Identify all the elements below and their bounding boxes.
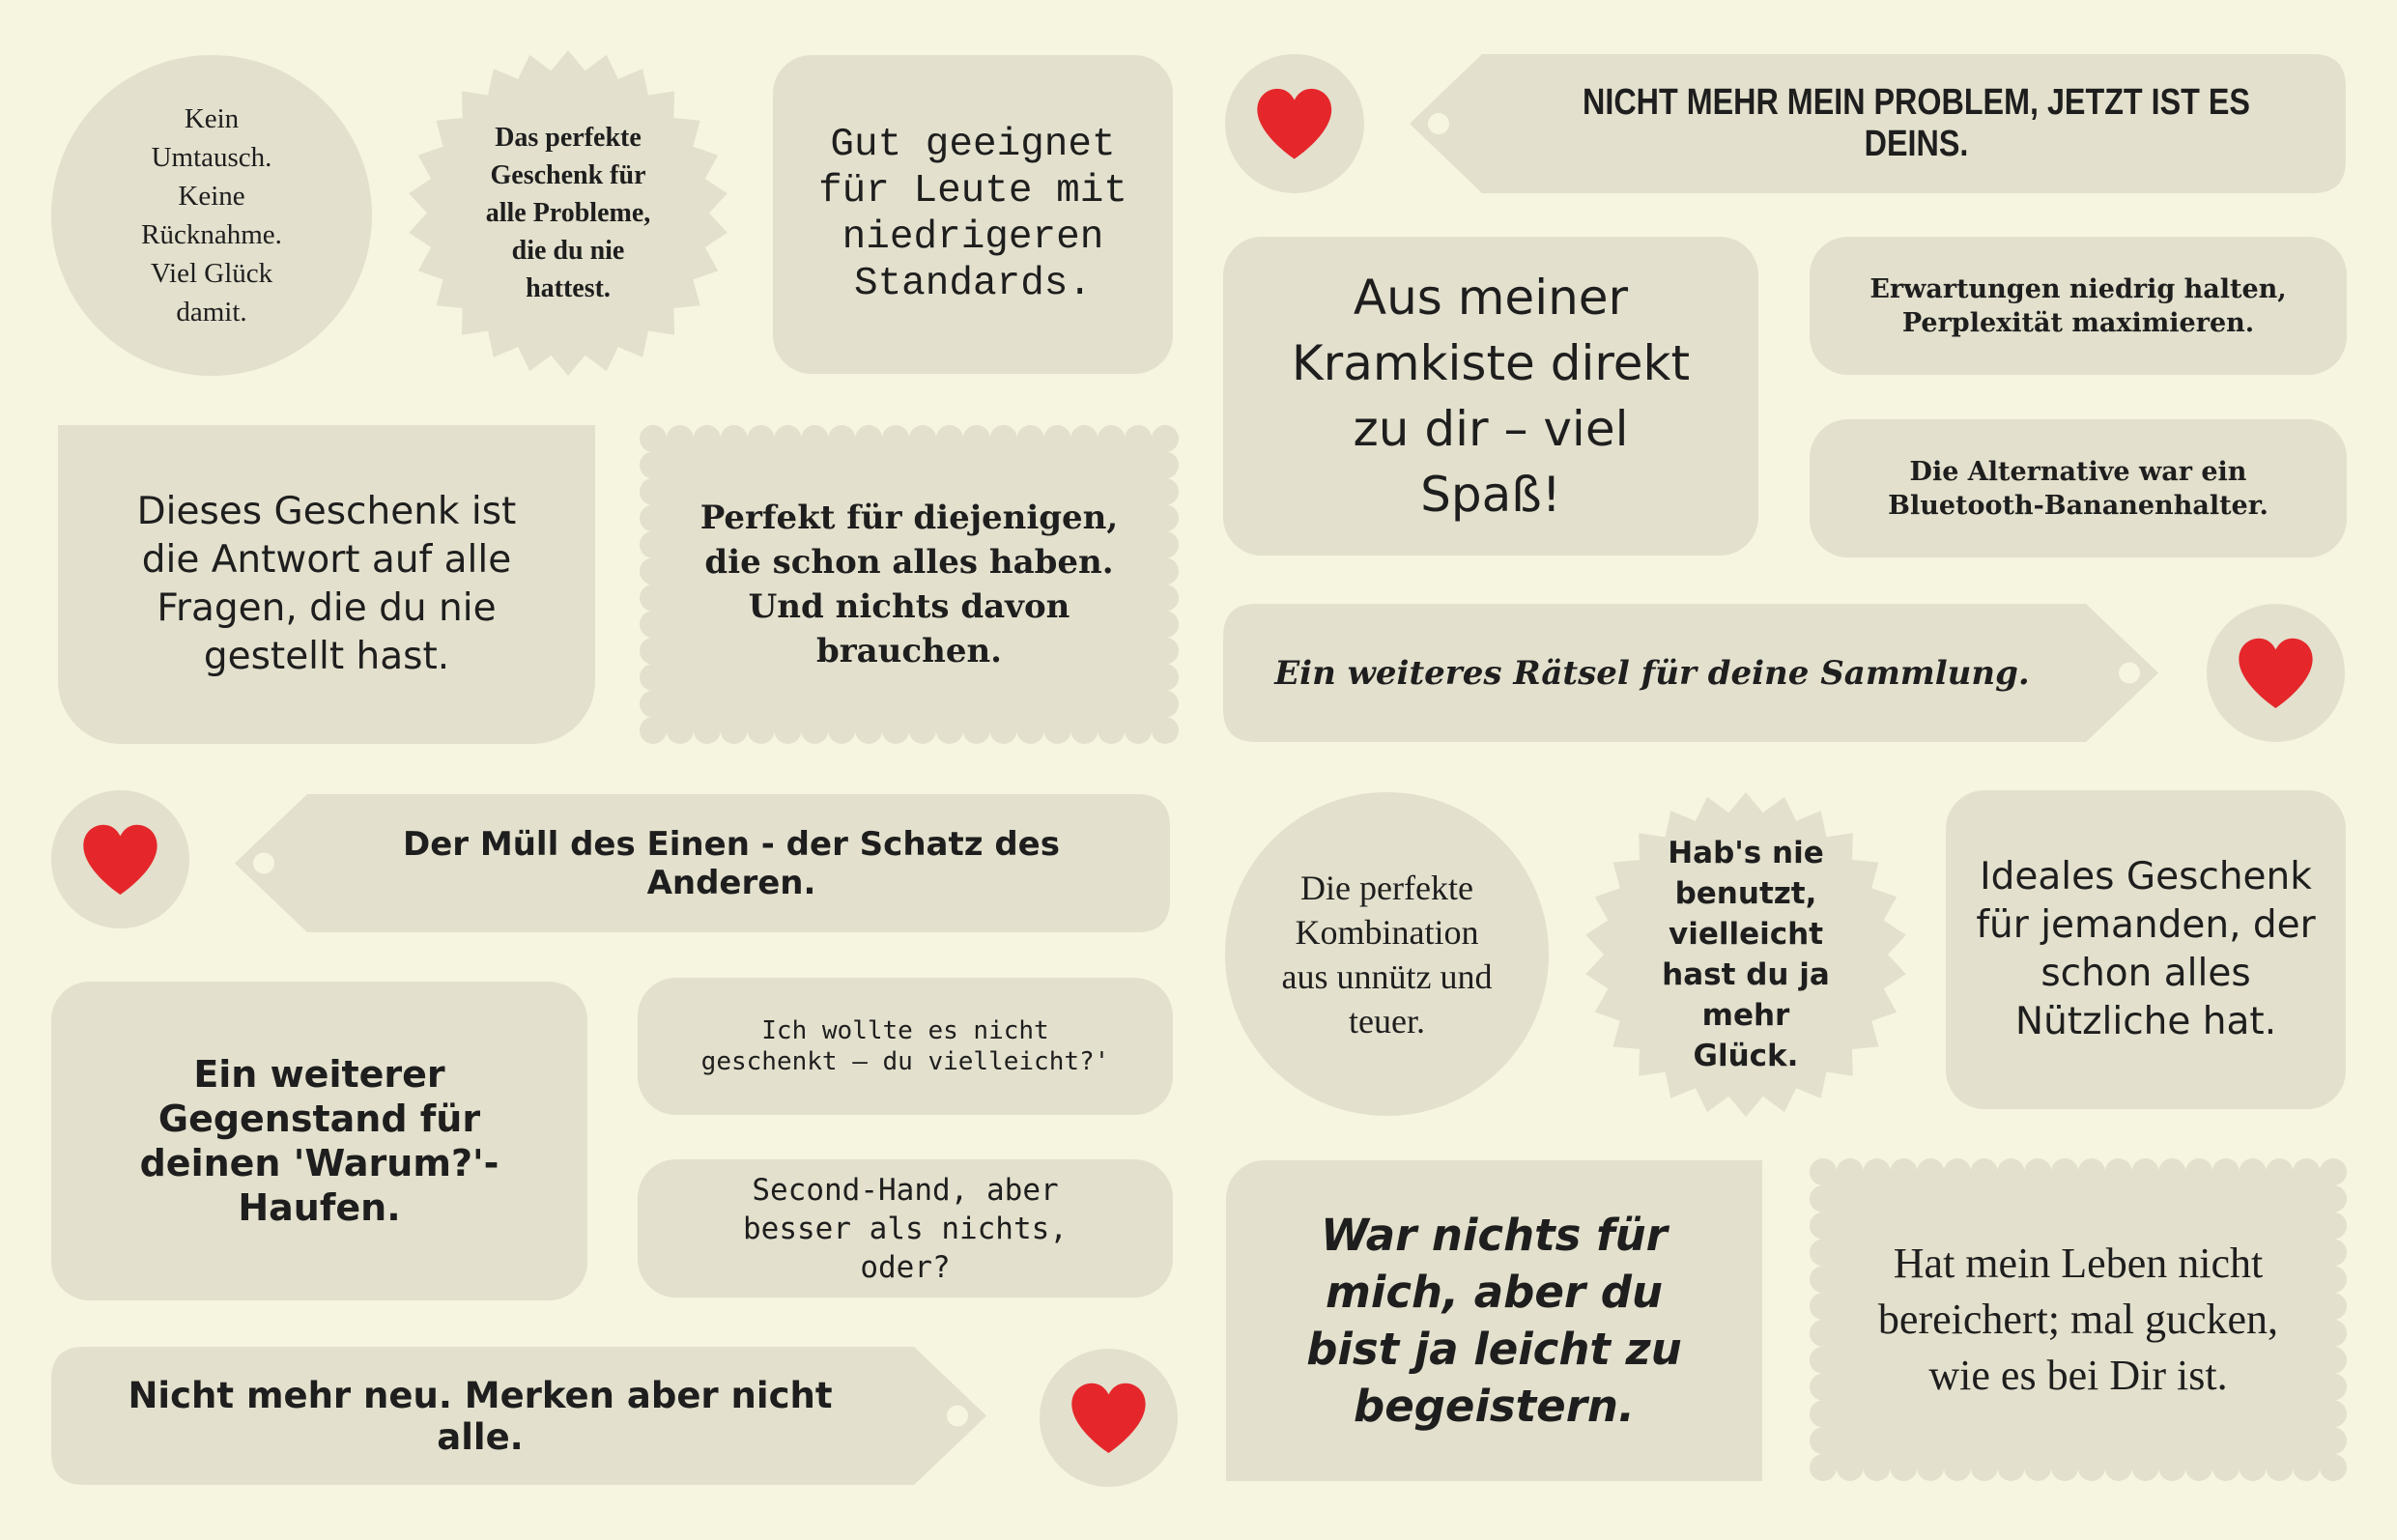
heart-badge bbox=[2207, 604, 2345, 742]
tag-hole-icon bbox=[947, 1406, 968, 1427]
label-text: War nichts für mich, aber du bist ja leicht zu begeistern. bbox=[1306, 1210, 1682, 1432]
label-perfekte-geschenk-probleme bbox=[408, 50, 728, 376]
label-leicht-zu-begeistern bbox=[1226, 1160, 1762, 1481]
label-kramkiste bbox=[1223, 237, 1758, 556]
label-gut-geeignet bbox=[773, 55, 1173, 374]
tag-hole-icon bbox=[253, 853, 274, 874]
label-text: Ein weiterer Gegenstand für deinen 'Warum?'-Haufen. bbox=[139, 1053, 499, 1229]
label-text: Aus meiner Kramkiste direkt zu dir – viel Spaß! bbox=[1291, 270, 1691, 523]
label-kein-umtausch bbox=[51, 55, 372, 376]
tag-hole-icon bbox=[2119, 663, 2140, 684]
heart-badge bbox=[1225, 54, 1364, 193]
label-text: Dieses Geschenk ist die Antwort auf alle Fragen, die du nie gestellt hast. bbox=[136, 490, 517, 678]
label-text: Ein weiteres Rätsel für deine Sammlung. bbox=[1274, 653, 2030, 693]
label-text: Erwartungen niedrig halten, Perplexität maximieren. bbox=[1869, 273, 2287, 338]
tag-nicht-mehr-neu bbox=[51, 1347, 986, 1485]
label-text: Das perfekte Geschenk für alle Probleme, die du nie hattest. bbox=[485, 123, 651, 303]
label-text: Ich wollte es nicht geschenkt – du vielleicht?' bbox=[700, 1016, 1110, 1076]
label-bananenhalter bbox=[1810, 419, 2347, 557]
heart-icon bbox=[80, 819, 160, 899]
label-text: Ideales Geschenk für jemanden, der schon alles Nützliche hat. bbox=[1976, 855, 2316, 1043]
label-text: Hab's nie benutzt, vielleicht hast du ja mehr Glück. bbox=[1662, 836, 1830, 1073]
label-warum-haufen bbox=[51, 982, 587, 1300]
label-text: Gut geeignet für Leute mit niedrigeren Standards. bbox=[818, 123, 1127, 306]
label-text: Nicht mehr neu. Merken aber nicht alle. bbox=[128, 1374, 833, 1458]
label-habs-nie-benutzt bbox=[1584, 792, 1907, 1117]
label-text: Kein Umtausch. Keine Rücknahme. Viel Glück damit. bbox=[141, 103, 282, 328]
label-second-hand bbox=[638, 1159, 1173, 1298]
tag-nicht-mehr-mein-problem bbox=[1410, 54, 2346, 193]
tag-weiteres-raetsel bbox=[1223, 604, 2158, 742]
tag-muell-des-einen bbox=[235, 794, 1170, 932]
label-text: Die perfekte Kombination aus unnütz und teuer. bbox=[1281, 868, 1493, 1041]
label-text: Die Alternative war ein Bluetooth-Bananenhalter. bbox=[1888, 456, 2269, 521]
label-unnuetz-und-teuer bbox=[1225, 792, 1549, 1116]
label-antwort-auf-alle-fragen bbox=[58, 425, 595, 744]
label-hat-mein-leben bbox=[1810, 1158, 2347, 1481]
label-erwartungen bbox=[1810, 237, 2347, 375]
label-text: Hat mein Leben nicht bereichert; mal gucken, wie es bei Dir ist. bbox=[1877, 1240, 2279, 1399]
label-perfekt-fuer-diejenigen bbox=[640, 425, 1179, 744]
label-ich-wollte-es-nicht bbox=[638, 978, 1173, 1115]
label-text: Der Müll des Einen - der Schatz des Anderen. bbox=[403, 824, 1060, 902]
label-text: NICHT MEHR MEIN PROBLEM, JETZT IST ES DEINS. bbox=[1583, 82, 2250, 164]
heart-badge bbox=[51, 790, 189, 928]
tag-hole-icon bbox=[1428, 113, 1449, 134]
heart-icon bbox=[2236, 633, 2316, 713]
heart-badge bbox=[1040, 1349, 1178, 1487]
heart-icon bbox=[1069, 1378, 1149, 1458]
label-text: Second-Hand, aber besser als nichts, oder? bbox=[743, 1172, 1068, 1285]
heart-icon bbox=[1254, 83, 1335, 164]
label-ideales-geschenk bbox=[1946, 790, 2346, 1109]
label-text: Perfekt für diejenigen, die schon alles haben. Und nichts davon brauchen. bbox=[699, 499, 1119, 670]
